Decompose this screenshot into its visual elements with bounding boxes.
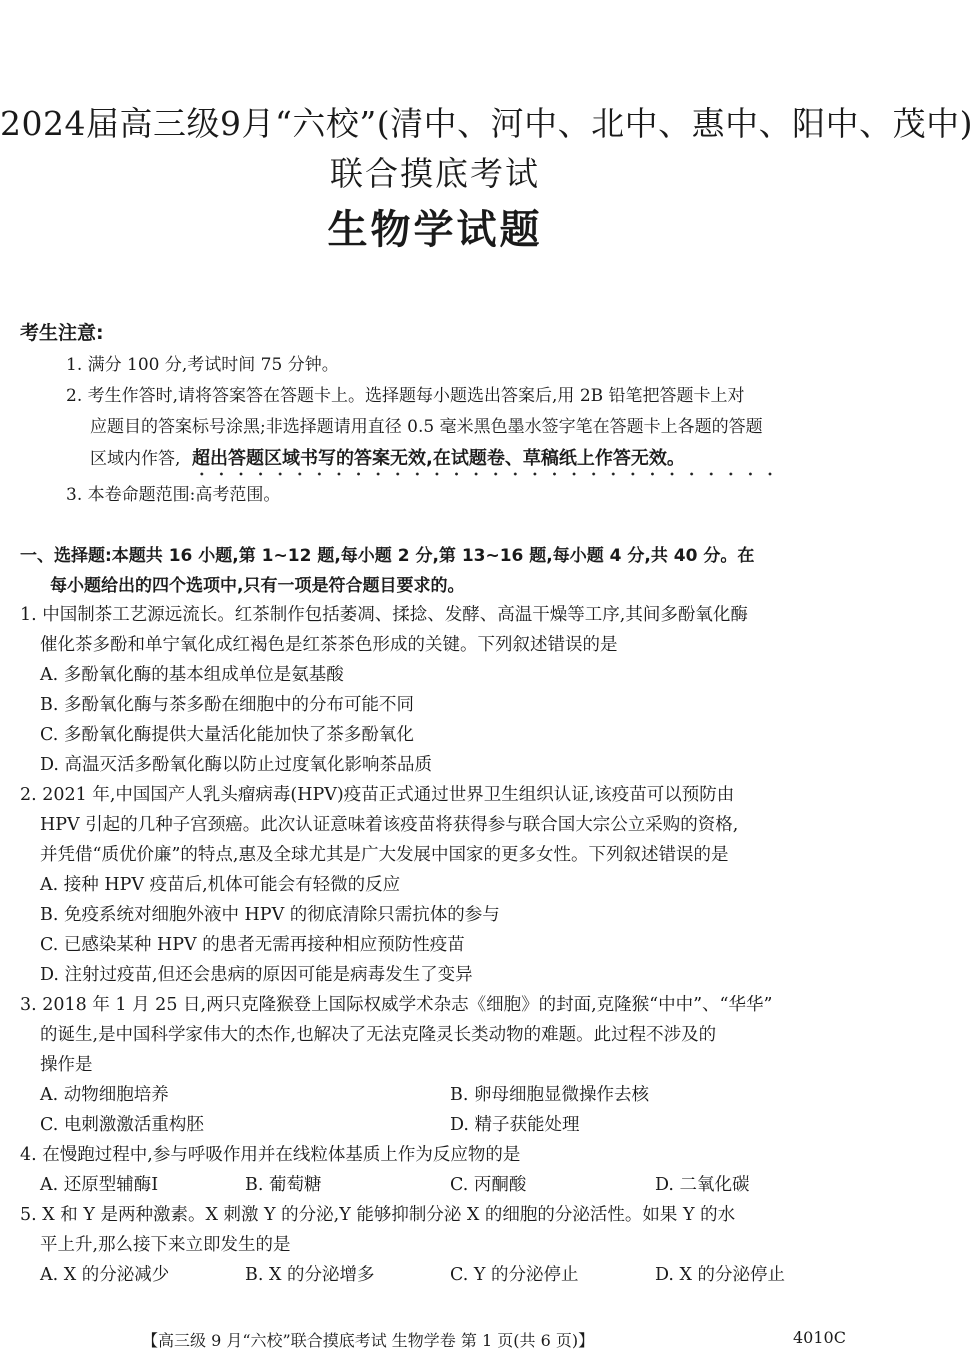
q1-option-a: A. 多酚氧化酶的基本组成单位是氨基酸: [40, 665, 344, 685]
q2-stem-line3: 并凭借“质优价廉”的特点,惠及全球尤其是广大发展中国家的更多女性。下列叙述错误的是: [40, 845, 729, 865]
q2-stem-line2: HPV 引起的几种子宫颈癌。此次认证意味着该疫苗将获得参与联合国大宗公立采购的资格,: [40, 815, 739, 835]
q5-option-c: C. Y 的分泌停止: [450, 1265, 579, 1285]
exam-title-line1: 2024届高三级9月“六校”(清中、河中、北中、惠中、阳中、茂中): [0, 104, 973, 143]
section-heading-line1: 一、选择题:本题共 16 小题,第 1~12 题,每小题 2 分,第 13~16 题,每小题 4 分,共 40 分。在: [20, 546, 755, 566]
notice-item-2: 2. 考生作答时,请将答案答在答题卡上。选择题每小题选出答案后,用 2B 铅笔把答题卡上对: [66, 386, 745, 406]
footer-code: 4010C: [793, 1328, 846, 1347]
q1-stem-line1: 1. 中国制茶工艺源远流长。红茶制作包括萎凋、揉捻、发酵、高温干燥等工序,其间多酚氧化酶: [20, 605, 748, 625]
q4-option-a: A. 还原型辅酶Ⅰ: [40, 1175, 159, 1195]
q5-stem-line2: 平上升,那么接下来立即发生的是: [40, 1235, 291, 1255]
notice-item-2-cont: 应题目的答案标号涂黑;非选择题请用直径 0.5 毫米黑色墨水签字笔在答题卡上各题的答题: [90, 417, 763, 437]
q1-stem-line2: 催化茶多酚和单宁氧化成红褐色是红茶茶色形成的关键。下列叙述错误的是: [40, 635, 618, 655]
q2-option-c: C. 已感染某种 HPV 的患者无需再接种相应预防性疫苗: [40, 935, 465, 955]
notice-item-2-end: 区域内作答,: [90, 449, 181, 469]
q3-option-c: C. 电刺激激活重构胚: [40, 1115, 204, 1135]
q4-option-d: D. 二氧化碳: [655, 1175, 750, 1195]
q3-stem-line2: 的诞生,是中国科学家伟大的杰作,也解决了无法克隆灵长类动物的难题。此过程不涉及的: [40, 1025, 717, 1045]
q4-option-b: B. 葡萄糖: [245, 1175, 322, 1195]
q5-option-d: D. X 的分泌停止: [655, 1265, 786, 1285]
q1-option-b: B. 多酚氧化酶与茶多酚在细胞中的分布可能不同: [40, 695, 414, 715]
emphasis-dots: [192, 472, 782, 476]
notice-heading: 考生注意:: [20, 322, 104, 344]
q2-option-a: A. 接种 HPV 疫苗后,机体可能会有轻微的反应: [40, 875, 401, 895]
q2-stem-line1: 2. 2021 年,中国国产人乳头瘤病毒(HPV)疫苗正式通过世界卫生组织认证,该疫苗可以预防由: [20, 785, 735, 805]
q3-option-b: B. 卵母细胞显微操作去核: [450, 1085, 649, 1105]
q4-option-c: C. 丙酮酸: [450, 1175, 527, 1195]
q5-stem-line1: 5. X 和 Y 是两种激素。X 刺激 Y 的分泌,Y 能够抑制分泌 X 的细胞的分泌活性。如果 Y 的水: [20, 1205, 736, 1225]
q3-stem-line1: 3. 2018 年 1 月 25 日,两只克隆猴登上国际权威学术杂志《细胞》的封面,克隆猴“中中”、“华华”: [20, 995, 773, 1015]
q2-option-d: D. 注射过疫苗,但还会患病的原因可能是病毒发生了变异: [40, 965, 473, 985]
footer-page-info: 【高三级 9 月“六校”联合摸底考试 生物学卷 第 1 页(共 6 页)】: [142, 1331, 595, 1350]
notice-item-3: 3. 本卷命题范围:高考范围。: [66, 485, 281, 505]
q3-option-a: A. 动物细胞培养: [40, 1085, 169, 1105]
q2-option-b: B. 免疫系统对细胞外液中 HPV 的彻底清除只需抗体的参与: [40, 905, 500, 925]
notice-item-1: 1. 满分 100 分,考试时间 75 分钟。: [66, 355, 339, 375]
section-heading-line2: 每小题给出的四个选项中,只有一项是符合题目要求的。: [50, 576, 465, 596]
q5-option-a: A. X 的分泌减少: [40, 1265, 170, 1285]
subject-title: 生物学试题: [327, 207, 543, 253]
q4-stem-line1: 4. 在慢跑过程中,参与呼吸作用并在线粒体基质上作为反应物的是: [20, 1145, 521, 1165]
notice-warning: 超出答题区域书写的答案无效,在试题卷、草稿纸上作答无效。: [192, 448, 685, 469]
q3-stem-line3: 操作是: [40, 1055, 93, 1075]
q5-option-b: B. X 的分泌增多: [245, 1265, 375, 1285]
q1-option-d: D. 高温灭活多酚氧化酶以防止过度氧化影响茶品质: [40, 755, 433, 775]
exam-title-line2: 联合摸底考试: [330, 154, 540, 193]
q3-option-d: D. 精子获能处理: [450, 1115, 580, 1135]
q1-option-c: C. 多酚氧化酶提供大量活化能加快了茶多酚氧化: [40, 725, 414, 745]
